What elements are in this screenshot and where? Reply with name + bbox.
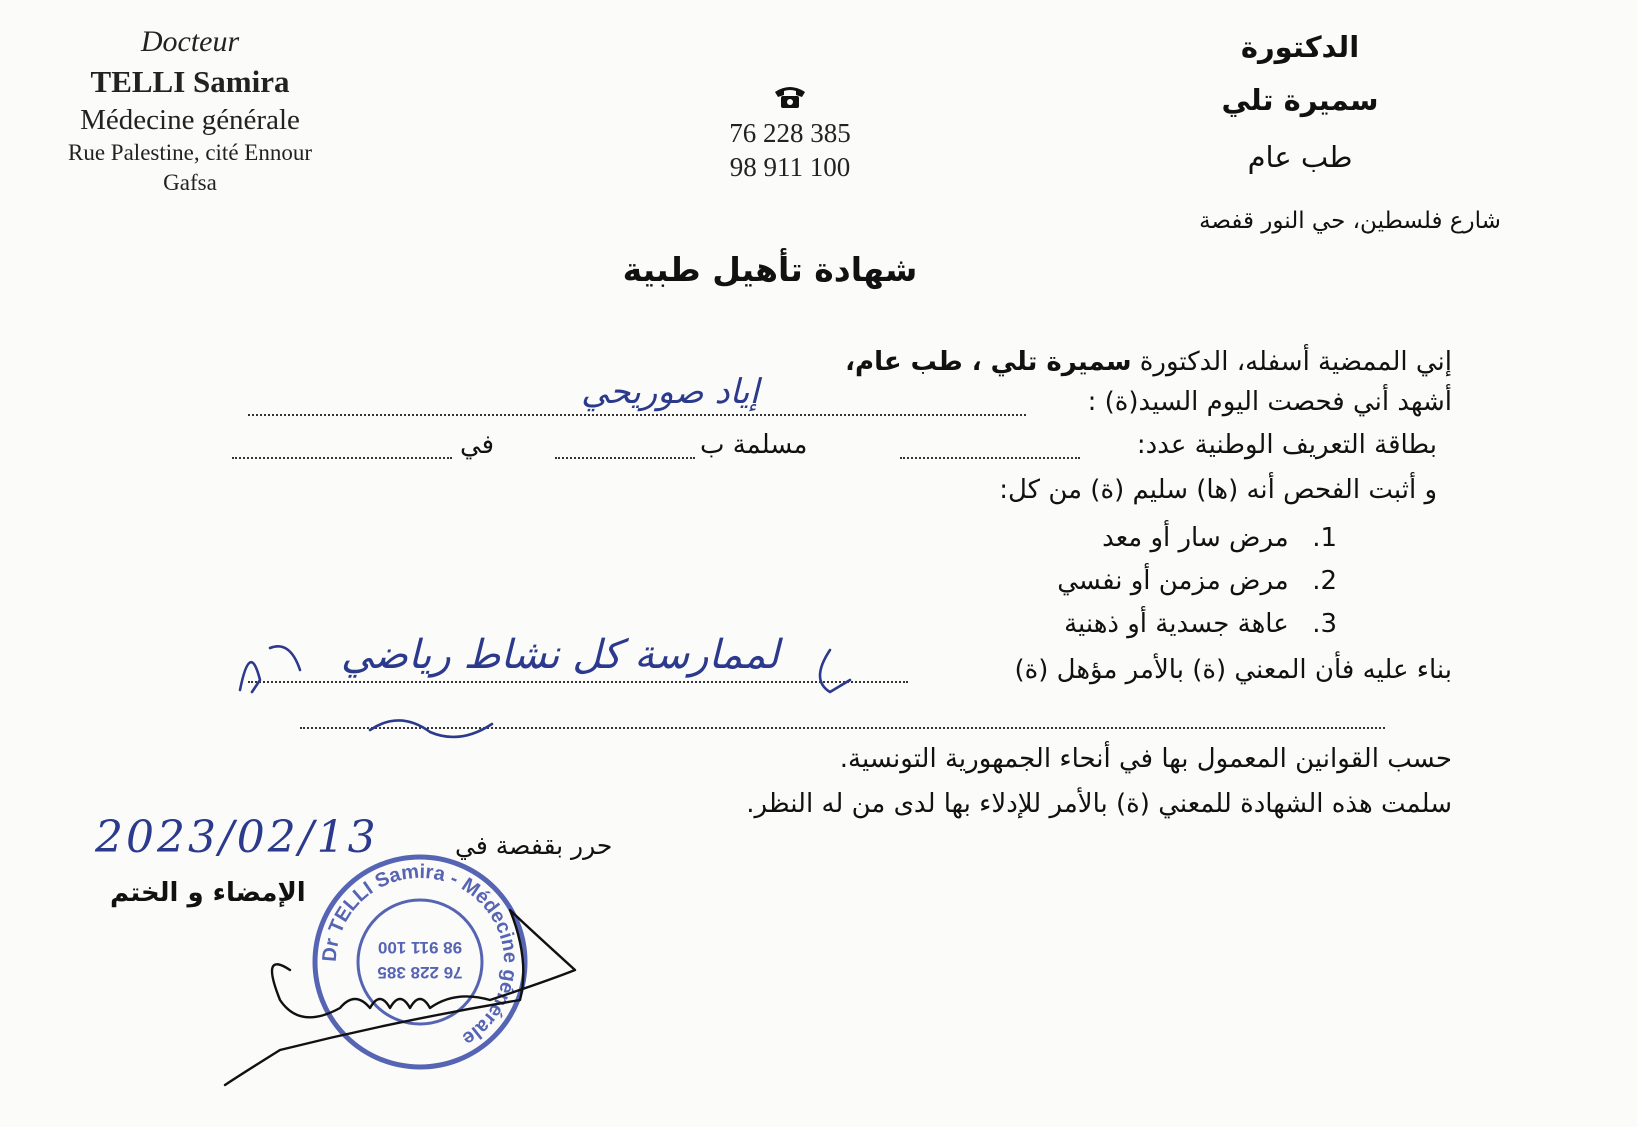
condition-3-num: 3. — [1312, 609, 1337, 639]
address-fr: Rue Palestine, cité Ennour — [68, 140, 312, 165]
qualified-line: بناء عليه فأن المعني (ة) بالأمر مؤهل (ة) — [1014, 655, 1452, 685]
id-number-dots — [900, 457, 1080, 459]
examined-line-label: أشهد أني فحصت اليوم السيد(ة) : — [1087, 387, 1452, 417]
city-fr: Gafsa — [163, 170, 217, 195]
doctor-title-ar: الدكتورة — [1240, 30, 1360, 64]
phone-number-1: 76 228 385 — [729, 118, 851, 148]
doctor-name-fr: TELLI Samira — [90, 64, 290, 99]
signature-label: الإمضاء و الختم — [110, 878, 306, 908]
condition-2 — [1057, 561, 1337, 601]
condition-3-text: عاهة جسدية أو ذهنية — [1064, 609, 1289, 639]
exam-line: و أثبت الفحص أنه (ها) سليم (ة) من كل: — [999, 475, 1437, 505]
qualified-for-handwritten: لممارسة كل نشاط رياضي — [340, 632, 780, 678]
stamp-phone-2: 98 911 100 — [377, 938, 463, 957]
id-line — [1137, 425, 1437, 465]
delivered-to-line: سلمت هذه الشهادة للمعني (ة) بالأمر للإدلاء بها لدى من له النظر. — [746, 789, 1452, 819]
specialty-ar: طب عام — [1247, 140, 1353, 174]
date-handwritten: 2023/02/13 — [95, 812, 379, 863]
stamp-phone-1: 76 228 385 — [377, 963, 463, 982]
phone-icon — [690, 82, 890, 116]
address-ar: شارع فلسطين، حي النور قفصة — [1199, 208, 1501, 234]
handwriting-strokes — [230, 620, 870, 760]
intro-doctor-name: سميرة تلي ، طب عام، — [845, 347, 1132, 377]
condition-1 — [1102, 518, 1337, 558]
law-line: حسب القوانين المعمول بها في أنحاء الجمهورية التونسية. — [839, 744, 1452, 774]
written-in-label: حرر بقفصة في — [455, 831, 613, 860]
examined-name-handwritten: إياد صوريحي — [581, 372, 759, 412]
condition-1-text: مرض سار أو معد — [1102, 523, 1289, 553]
header-phone — [690, 82, 890, 184]
condition-1-num: 1. — [1312, 523, 1337, 553]
intro-prefix: إني الممضية أسفله، الدكتورة — [1139, 347, 1452, 377]
certificate-heading: شهادة تأهيل طبية — [622, 250, 918, 289]
intro-line — [845, 343, 1452, 381]
in-dots — [232, 457, 452, 459]
header-fr — [20, 22, 360, 198]
delivered-label: مسلمة ب — [700, 430, 808, 460]
id-label: بطاقة التعريف الوطنية عدد: — [1136, 430, 1437, 460]
signature — [220, 890, 580, 1090]
condition-2-text: مرض مزمن أو نفسي — [1057, 566, 1289, 596]
examined-name-dots — [248, 414, 1026, 416]
doctor-title-fr: Docteur — [140, 25, 240, 58]
in-label: في — [460, 430, 495, 460]
stamp-ring-text: Dr TELLI Samira - Médecine générale — [318, 860, 522, 1050]
condition-3 — [1064, 604, 1337, 644]
condition-2-num: 2. — [1312, 566, 1337, 596]
doctor-name-ar: سميرة تلي — [1221, 83, 1379, 117]
phone-number-2: 98 911 100 — [729, 152, 851, 182]
header-ar — [1180, 22, 1420, 186]
specialty-fr: Médecine générale — [80, 104, 300, 136]
delivered-dots — [555, 457, 695, 459]
